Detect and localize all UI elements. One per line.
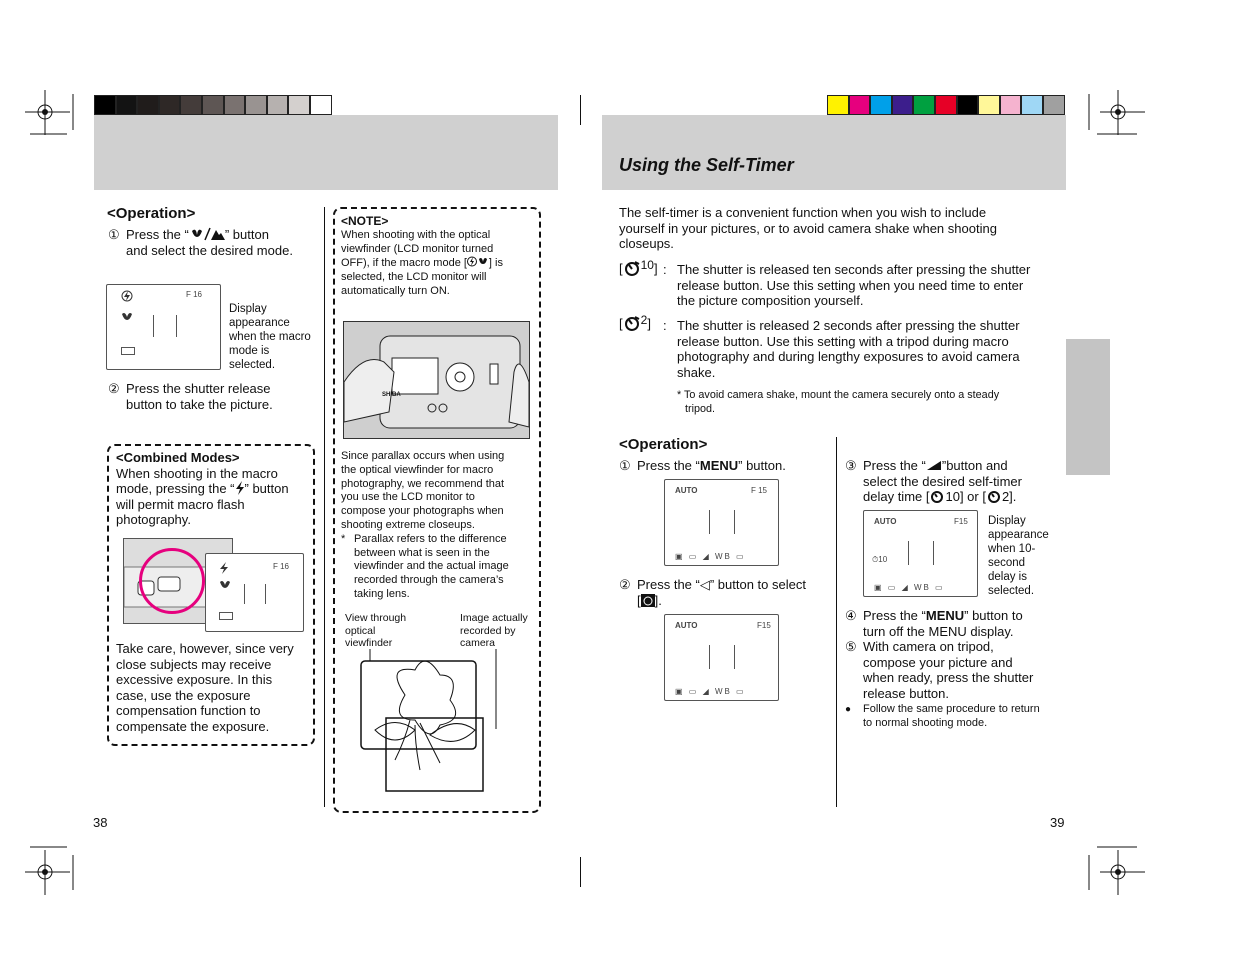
camera-back-illustration: SHIBA [343,321,530,439]
color-swatch [849,95,871,115]
timer-10-label: [ 10] [619,258,658,276]
color-swatch [913,95,935,115]
page-title: Using the Self-Timer [619,155,794,175]
colon: : [663,262,667,277]
timer-2-label: [ 2] [619,313,651,331]
down-icon [926,460,942,471]
recorded-image-label: Image actually recorded by camera [460,612,528,649]
macro-landscape-icon [189,227,225,241]
lcd-caption: Display appearance when the macro mode is selected. [229,303,311,371]
registration-mark-icon [25,90,85,145]
color-swatch [957,95,979,115]
left-step-1 [108,227,318,258]
color-swatch [288,95,310,115]
combined-modes-text: <Combined Modes> When shooting in the macro mode, pressing the “ ” button will permit macro flash photography. [116,450,289,527]
self-timer-menu-icon [641,594,655,607]
color-swatch [310,95,332,115]
page-number-right: 39 [1050,815,1065,830]
lcd-display-timer-10: AUTO F15 ⏱10 ▣ ▭ ◢ WB ▭ [863,510,978,597]
color-swatch [1043,95,1065,115]
self-timer-icon [929,489,945,503]
intro-text: The self-timer is a convenient function when you wish to include yourself in your pictures, or to avoid camera shake when shooting closeups. [619,205,997,251]
operation-heading: <Operation> [107,205,196,222]
right-step-4: ④ Press the “MENU” button to turn off the MENU display. [845,608,1023,639]
viewfinder-label: View through optical viewfinder [345,612,407,649]
timer-10-description: The shutter is released ten seconds after pressing the shutter release button. Use this setting when you need time to enter the picture composition yourself. [677,262,1031,308]
step-number: ① [108,227,120,242]
lcd-aperture: F 16 [186,290,203,299]
color-swatch [978,95,1000,115]
color-swatch [827,95,849,115]
step-text: and select the desired mode. [126,242,293,258]
parallax-text: Since parallax occurs when using the optical viewfinder for macro photography, we recommend that you use the LCD monitor to compose your photographs when shooting extreme closeups. * Parallax refers to the difference between what is seen in the viewfinder and the actual image recorded through the camera’s taking lens. [341,450,509,600]
self-timer-icon [986,489,1002,503]
left-step-2: ② Press the shutter release button to take the picture. [108,381,273,412]
color-swatch [180,95,202,115]
color-swatch [892,95,914,115]
combined-modes-warning: Take care, however, since very close subjects may receive excessive exposure. In this case, use the exposure compensation function to compensate the exposure. [116,641,294,734]
chapter-tab [1066,339,1110,475]
color-swatch [202,95,224,115]
operation-heading-right: <Operation> [619,436,708,453]
note-text: <NOTE> When shooting with the optical viewfinder (LCD monitor turned OFF), if the macro mode [ ] is selected, the LCD monitor will automatically turn ON. [341,214,503,297]
colon: : [663,318,667,333]
right-step-1: ① Press the “MENU” button. [619,458,786,473]
battery-icon [219,612,233,620]
lcd-display-macro-flash: F 16 [205,553,304,632]
left-header-band [94,115,558,190]
column-divider [324,207,325,807]
color-swatch [1000,95,1022,115]
right-header-band [602,115,1066,190]
self-timer-indicator: ⏱10 [872,555,888,564]
lcd-display-macro [106,284,221,370]
flash-icon [235,481,245,495]
macro-flash-icon [467,256,489,267]
lcd-display-menu: AUTO F 15 ▣ ▭ ◢ WB ▭ [664,479,779,566]
lcd-display-timer-select: AUTO F15 ▣ ▭ ◢ WB ▭ [664,614,779,701]
macro-icon [121,312,133,322]
highlight-circle [139,548,205,614]
color-swatch [870,95,892,115]
registration-mark-icon [1085,90,1145,145]
page-number-left: 38 [93,815,108,830]
column-divider-right [836,437,837,807]
parallax-flower-illustration [355,645,505,795]
flash-off-icon [121,290,133,302]
battery-icon [121,347,135,355]
macro-icon [219,580,231,590]
right-step-2: ② Press the “◁” button to select [ ]. [619,577,806,608]
registration-mark-icon [25,845,85,895]
color-swatch [94,95,116,115]
flash-icon [219,562,229,574]
color-swatch [137,95,159,115]
right-step-3: ③ Press the “ ”button and select the desired self-timer delay time [ 10] or [ 2]. [845,458,1022,504]
color-swatch [935,95,957,115]
lcd-caption-right: Display appearance when 10- second delay is selected. [988,515,1049,597]
color-swatch [116,95,138,115]
color-swatch [224,95,246,115]
self-timer-icon [623,315,641,331]
color-swatch [245,95,267,115]
color-swatch [267,95,289,115]
timer-2-description: The shutter is released 2 seconds after pressing the shutter release button. Use this setting with a tripod during macro photography and during lengthy exposures to avoid camera shake. [677,318,1020,380]
menu-bar: ▣ ▭ ◢ WB ▭ [675,687,746,696]
registration-mark-icon [1085,845,1145,895]
step-text: ” button [224,227,269,242]
menu-bar: ▣ ▭ ◢ WB ▭ [675,552,746,561]
self-timer-icon [623,260,641,276]
camera-shake-note: * To avoid camera shake, mount the camera securely onto a steady tripod. [677,389,1000,415]
focus-frame [244,584,266,604]
right-step-5: ⑤ With camera on tripod, compose your picture and when ready, press the shutter release button. [845,639,1034,701]
color-swatch [159,95,181,115]
focus-frame [153,315,177,337]
step-text: Press the “ [126,227,189,242]
color-swatch [1021,95,1043,115]
menu-bar: ▣ ▭ ◢ WB ▭ [874,583,945,592]
bullet-note: ● Follow the same procedure to return to normal shooting mode. [845,703,1040,729]
